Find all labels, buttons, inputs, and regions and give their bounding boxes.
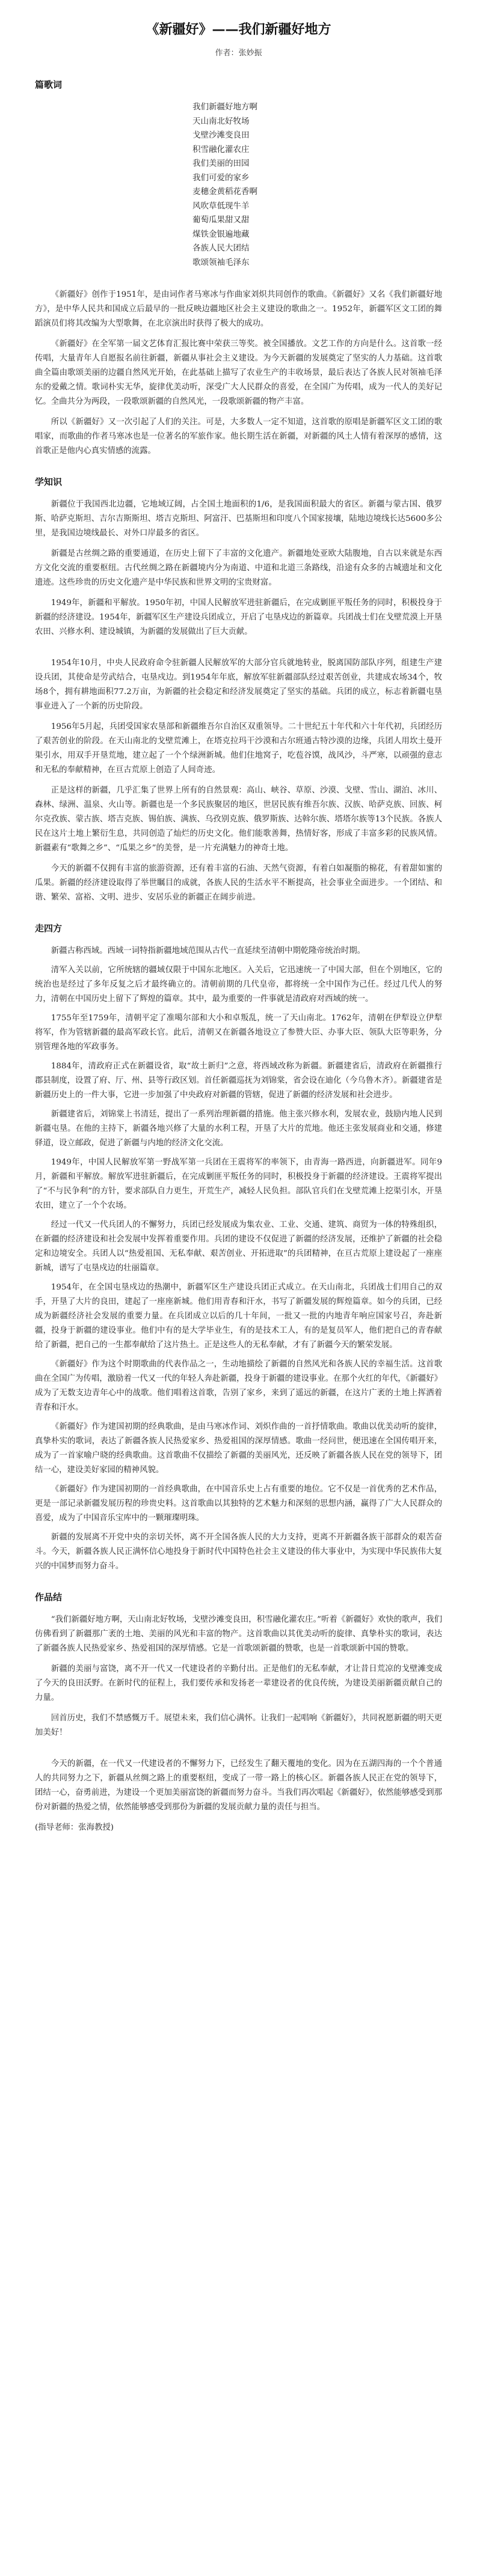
history-paragraph: 新疆的发展离不开党中央的亲切关怀，离不开全国各族人民的大力支持，更离不开新疆各族干部群众的艰苦奋斗。今天，新疆各族人民正满怀信心地投身于新时代中国特色社会主义建设的伟大事业中，为实现中华民族伟大复兴的中国梦而努力奋斗。 [35,1533,442,1571]
article-title: 《新疆好》——我们新疆好地方 [146,22,331,37]
section-title-knowledge: 学知识 [35,477,63,487]
section-title-history: 走四方 [35,923,63,934]
lyrics-block [192,100,442,270]
intro-paragraph: 《新疆好》在全军第一届文艺体育汇报比赛中荣获三等奖。被全国播放。文艺工作的方向是什么。这首歌一经传唱，大量青年人自愿报名前往新疆，新疆从事社会主义建设。为今天新疆的发展奠定了坚实的人力基础。这首歌曲全篇由歌颂美丽的边疆自然风光开始，在此基础上描写了农业生产的丰收场景，最后表达了各族人民对领袖毛泽东的爱戴之情。歌词朴实无华，旋律优美动听，深受广大人民群众的喜爱，在全国广为传唱，成为一代人的美好记忆。全曲共分为两段，一段歌颂新疆的自然风光，一段歌颂新疆的物产丰富。 [35,340,442,406]
summary-paragraph: 回首历史，我们不禁感慨万千。展望未来，我们信心满怀。让我们一起唱响《新疆好》，共同祝愿新疆的明天更加美好！ [35,1714,442,1737]
editor-note: (指导老师：张海教授) [35,1823,114,1832]
lyric-line: 我们新疆好地方啊 [192,102,257,112]
spacer [35,645,442,656]
spacer [35,1746,442,1757]
history-paragraph: 经过一代又一代兵团人的不懈努力，兵团已经发展成为集农业、工业、交通、建筑、商贸为一体的特殊组织，在新疆的经济建设和社会发展中发挥着重要作用。兵团的建设不仅促进了新疆的经济发展，还维护了新疆的社会稳定和边境安全。兵团人以“热爱祖国、无私奉献、艰苦创业、开拓进取”的兵团精神，在亘古荒原上建设起了一座座新城，谱写了屯垦戍边的壮丽篇章。 [35,1220,442,1273]
knowledge-paragraph: 1954年10月，中央人民政府命令驻新疆人民解放军的大部分官兵就地转业，脱离国防部队序列，组建生产建设兵团，其使命是劳武结合，屯垦戍边。到1954年年底，解放军驻新疆部队经过艰苦创业，共建成农场34个，牧场8个，拥有耕地面积77.2万亩，为新疆的社会稳定和经济发展奠定了坚实的基础。兵团的成立，标志着新疆屯垦事业进入了一个新的历史阶段。 [35,659,442,711]
section-title-summary: 作品结 [35,1592,63,1603]
history-paragraph: 1884年，清政府正式在新疆设省，取“故土新归”之意，将西域改称为新疆。新疆建省后，清政府在新疆推行郡县制度，设置了府、厅、州、县等行政区划。首任新疆巡抚为刘锦棠，省会设在迪化（今乌鲁木齐）。新疆建省是新疆历史上的一件大事，它进一步加强了中央政府对新疆的管辖，促进了新疆的经济发展和社会进步。 [35,1062,442,1100]
intro-paragraph: 《新疆好》创作于1951年，是由词作者马寒冰与作曲家刘炽共同创作的歌曲。《新疆好》又名《我们新疆好地方》，是中华人民共和国成立后最早的一批反映边疆地区社会主义建设的歌曲之一。1952年，新疆军区文工团的舞蹈演员们将其改编为大型歌舞，在北京演出时获得了极大的成功。 [35,290,442,328]
lyric-line: 葡萄瓜果甜又甜 [192,215,250,225]
section-title-lyrics: 篇歌词 [35,79,63,90]
knowledge-paragraph: 新疆是古丝绸之路的重要通道，在历史上留下了丰富的文化遗产。新疆地处亚欧大陆腹地，自古以来就是东西方文化交流的重要枢纽。古代丝绸之路在新疆境内分为南道、中道和北道三条路线，沿途有众多的古城遗址和文化遗迹。这些珍贵的历史文化遗产是中华民族和世界文明的宝贵财富。 [35,549,442,587]
intro-paragraph: 所以《新疆好》又一次引起了人们的关注。可是，大多数人一定不知道，这首歌的原唱是新疆军区文工团的歌唱家，而歌曲的作者马寒冰也是一位著名的军旅作家。他长期生活在新疆，对新疆的风土人情有着深厚的感情，这首歌正是他内心真实情感的流露。 [35,418,442,455]
closing-paragraph: 今天的新疆，在一代又一代建设者的不懈努力下，已经发生了翻天覆地的变化。因为在五湖四海的一个个普通人的共同努力之下，新疆从丝绸之路上的重要枢纽，变成了一带一路上的核心区。新疆各族人民正在党的领导下，团结一心，奋勇前进，为建设一个更加美丽富饶的新疆而努力奋斗。当我们再次唱起《新疆好》，依然能够感受到那份对新疆的热爱之情，依然能够感受到那份为新疆的发展贡献力量的责任与担当。 [35,1759,442,1812]
lyric-line: 天山南北好牧场 [192,116,250,126]
lyric-line: 我们美丽的田园 [192,159,250,168]
lyric-line: 我们可爱的家乡 [192,172,250,183]
history-paragraph: 1755年至1759年，清朝平定了准噶尔部和大小和卓叛乱，统一了天山南北。1762年，清朝在伊犁设立伊犁将军，作为管辖新疆的最高军政长官。此后，清朝又在新疆各地设立了参赞大臣、办事大臣、领队大臣等职务，分别管理各地的军政事务。 [35,1014,442,1052]
lyric-line: 戈壁沙滩变良田 [192,130,250,140]
knowledge-paragraph: 1956年5月起，兵团受国家农垦部和新疆维吾尔自治区双重领导。二十世纪五十年代和六十年代初，兵团经历了艰苦创业的阶段。在天山南北的戈壁荒滩上，在塔克拉玛干沙漠和古尔班通古特沙漠的边缘，兵团人用坎土曼开渠引水，用双手开垦荒地，建立起了一个个绿洲新城。他们住地窝子，吃苞谷馍，战风沙，斗严寒，以顽强的意志和无私的奉献精神，在亘古荒原上创造了人间奇迹。 [35,722,442,775]
knowledge-paragraph: 1949年，新疆和平解放。1950年初，中国人民解放军进驻新疆后，在完成剿匪平叛任务的同时，积极投身于新疆的经济建设。1954年，新疆军区生产建设兵团成立，开启了屯垦戍边的新篇章。兵团战士们在戈壁荒漠上开垦农田、兴修水利、建设城镇，为新疆的发展做出了巨大贡献。 [35,598,442,636]
history-paragraph: 新疆建省后，刘锦棠上书清廷，提出了一系列治理新疆的措施。他主张兴修水利，发展农业，鼓励内地人民到新疆屯垦。在他的主持下，新疆各地兴修了大量的水利工程，开垦了大片的荒地。他还主张发展商业和交通，修建驿道，设立邮政，促进了新疆与内地的经济文化交流。 [35,1110,442,1148]
history-paragraph: 1949年，中国人民解放军第一野战军第一兵团在王震将军的率领下，由青海一路西进，向新疆进军。同年9月，新疆和平解放。解放军进驻新疆后，在完成剿匪平叛任务的同时，积极投身于新疆的经济建设。王震将军提出了“不与民争利”的方针，要求部队自力更生，开荒生产，减轻人民负担。部队官兵们在戈壁荒滩上挖渠引水，开垦农田，建立了一个个农场。 [35,1158,442,1210]
history-paragraph: 清军入关以前，它所统辖的疆域仅限于中国东北地区。入关后，它迅速统一了中国大部，但在个别地区，它的统治也是经过了多年反复之后才最终确立的。清朝前期的几代皇帝，都将统一全中国作为己任。经过几代人的努力，清朝在中国历史上留下了辉煌的篇章。其中，最为重要的一件事就是清政府对西域的统一。 [35,966,442,1003]
history-paragraph: 1954年，在全国屯垦戍边的热潮中，新疆军区生产建设兵团正式成立。在天山南北，兵团战士们用自己的双手，开垦了大片的良田，建起了一座座新城。他们用青春和汗水，书写了新疆发展的辉煌篇章。如今的兵团，已经成为新疆经济社会发展的重要力量。在兵团成立以后的几十年间，一批又一批的内地青年响应国家号召，奔赴新疆，投身于新疆的建设事业。他们中有的是大学毕业生，有的是技术工人，有的是复员军人，他们把自己的青春献给了新疆，把自己的一生都奉献给了这片热土。正是这些人的无私奉献，才有了新疆今天的繁荣发展。 [35,1283,442,1350]
lyric-line: 积雪融化灌农庄 [192,144,250,154]
summary-paragraph: “我们新疆好地方啊，天山南北好牧场，戈壁沙滩变良田，积雪融化灌农庄。”听着《新疆好》欢快的歌声，我们仿佛看到了新疆那广袤的土地、美丽的风光和丰富的物产。这首歌曲以其优美动听的旋律、真挚朴实的歌词，表达了新疆各族人民热爱家乡、热爱祖国的深厚情感。它是一首歌颂新疆的赞歌，也是一首歌颂新中国的赞歌。 [35,1615,442,1653]
summary-paragraph: 新疆的美丽与富饶，离不开一代又一代建设者的辛勤付出。正是他们的无私奉献，才让昔日荒凉的戈壁滩变成了今天的良田沃野。在新时代的征程上，我们要传承和发扬老一辈建设者的优良传统，为建设美丽新疆贡献自己的力量。 [35,1664,442,1702]
knowledge-paragraph: 新疆位于我国西北边疆，它地域辽阔，占全国土地面积的1/6，是我国面积最大的省区。新疆与蒙古国、俄罗斯、哈萨克斯坦、吉尔吉斯斯坦、塔吉克斯坦、阿富汗、巴基斯坦和印度八个国家接壤，陆地边境线长达5600多公里，是我国边境线最长、对外口岸最多的省区。 [35,500,442,538]
lyric-line: 麦穗金黄稻花香啊 [192,187,257,196]
knowledge-paragraph: 今天的新疆不仅拥有丰富的旅游资源，还有着丰富的石油、天然气资源，有着白如凝脂的棉花，有着甜如蜜的瓜果。新疆的经济建设取得了举世瞩目的成就，各族人民的生活水平不断提高，社会事业全面进步。一个团结、和谐、繁荣、富裕、文明、进步、安居乐业的新疆正在阔步前进。 [35,864,442,902]
lyric-line: 各族人民大团结 [192,243,250,253]
history-paragraph: 《新疆好》作为这个时期歌曲的代表作品之一，生动地描绘了新疆的自然风光和各族人民的幸福生活。这首歌曲在全国广为传唱，激励着一代又一代的年轻人奔赴新疆，投身于新疆的建设事业。在那个火红的年代，《新疆好》成为了无数支边青年心中的战歌。他们唱着这首歌，告别了家乡，来到了遥远的新疆，在这片广袤的土地上挥洒着青春和汗水。 [35,1360,442,1412]
lyric-line: 煤铁金银遍地藏 [192,229,250,239]
lyric-line: 风吹草低现牛羊 [192,201,250,211]
knowledge-paragraph: 正是这样的新疆，几乎汇集了世界上所有的自然景观：高山、峡谷、草原、沙漠、戈壁、雪山、湖泊、冰川、森林、绿洲、温泉、火山等。新疆也是一个多民族聚居的地区，世居民族有维吾尔族、汉族、哈萨克族、回族、柯尔克孜族、蒙古族、塔吉克族、锡伯族、满族、乌孜别克族、俄罗斯族、达斡尔族、塔塔尔族等13个民族。各族人民在这片土地上繁衍生息，共同创造了灿烂的历史文化。他们能歌善舞，热情好客，形成了丰富多彩的民族风情。新疆素有“歌舞之乡”、“瓜果之乡”的美誉，是一片充满魅力的神奇土地。 [35,786,442,853]
history-paragraph: 《新疆好》作为建国初期的一首经典歌曲，在中国音乐史上占有重要的地位。它不仅是一首优秀的艺术作品，更是一部记录新疆发展历程的珍贵史料。这首歌曲以其独特的艺术魅力和深刻的思想内涵，赢得了广大人民群众的喜爱，成为了中国音乐宝库中的一颗璀璨明珠。 [35,1485,442,1523]
article-author: 作者：张妙振 [215,49,262,58]
lyric-line: 歌颂领袖毛泽东 [192,257,250,267]
history-paragraph: 新疆古称西域。西域一词特指新疆地域范围从古代一直延续至清朝中期乾隆帝统治时期。 [51,946,366,955]
history-paragraph: 《新疆好》作为建国初期的经典歌曲，是由马寒冰作词、刘炽作曲的一首抒情歌曲。歌曲以优美动听的旋律，真挚朴实的歌词，表达了新疆各族人民热爱家乡、热爱祖国的深厚情感。歌曲一经问世，便迅速在全国传唱开来，成为了一首家喻户晓的经典歌曲。这首歌曲不仅描绘了新疆的美丽风光，还反映了新疆各族人民在党的领导下，团结一心，建设美好家园的精神风貌。 [35,1422,442,1475]
